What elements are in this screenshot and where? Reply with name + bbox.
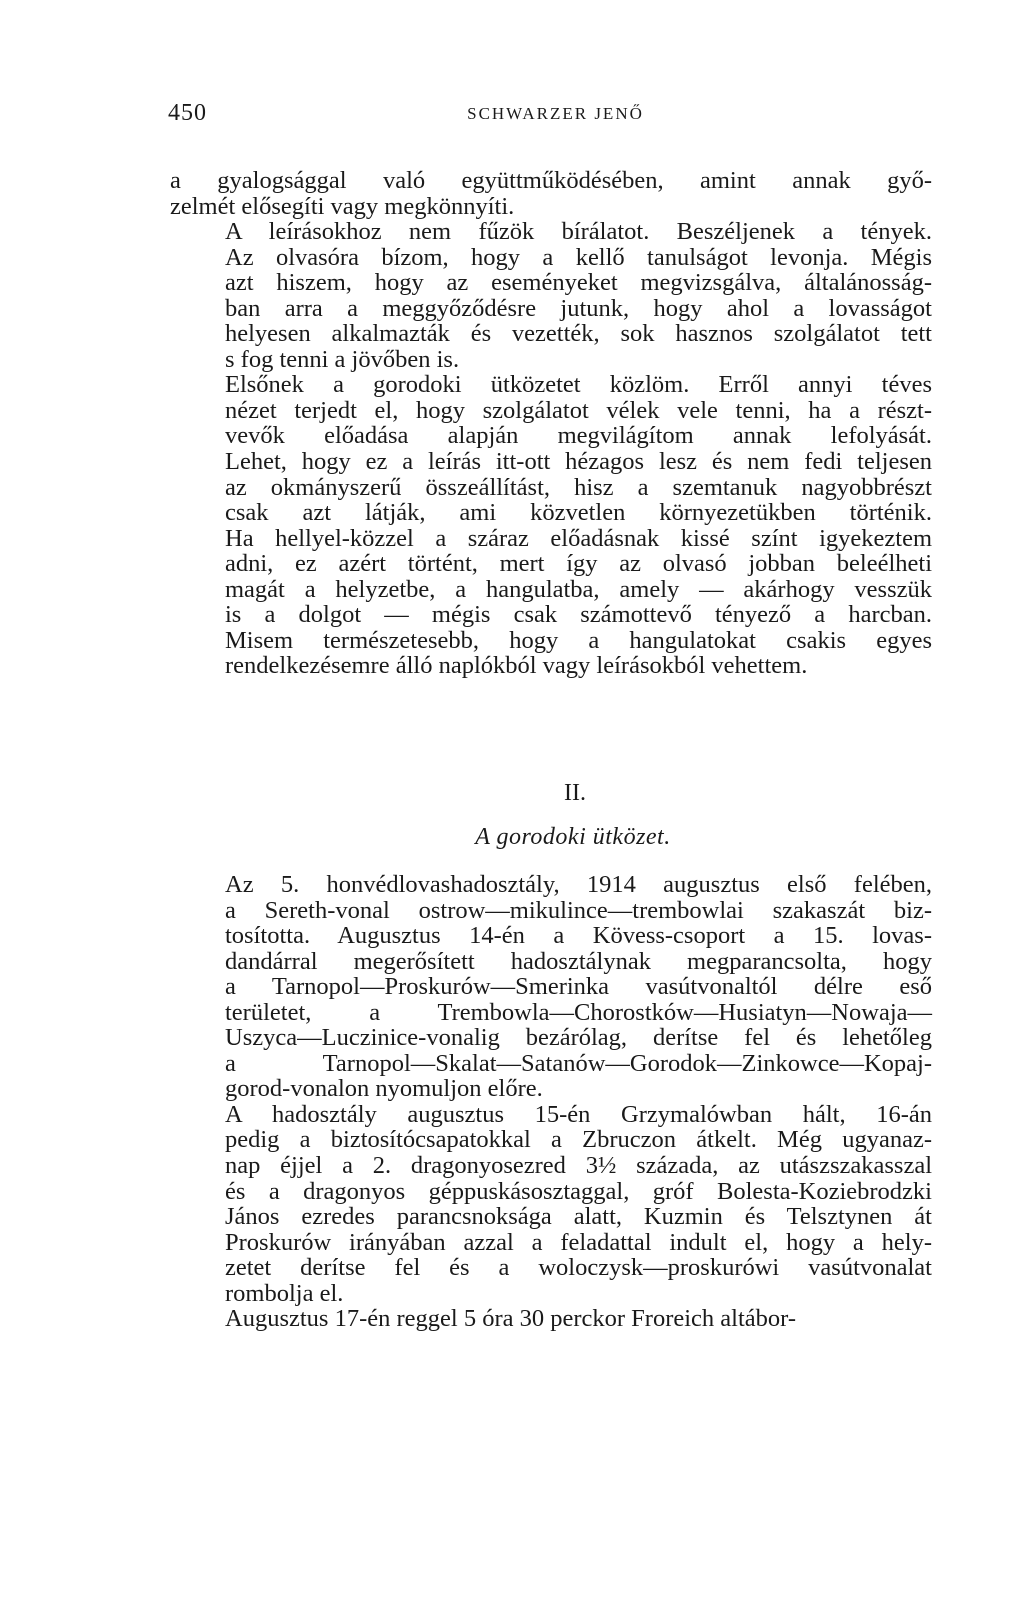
paragraph xyxy=(170,872,932,1102)
text-line: a gyalogsággal való együttműködésében, amint annak győ- xyxy=(170,167,932,194)
text-line: területet, a Trembowla—Chorostków—Husiatyn—Nowaja— xyxy=(225,998,932,1026)
text-line: s fog tenni a jövőben is. xyxy=(225,345,460,373)
text-line: nézet terjedt el, hogy szolgálatot vélek vele tenni, ha a részt- xyxy=(225,396,932,424)
text-line: Uszyca—Luczinice-vonalig bezárólag, derítse fel és lehetőleg xyxy=(225,1024,932,1052)
text-line: Misem természetesebb, hogy a hangulatokat csakis egyes xyxy=(225,626,932,654)
text-line: vevők előadása alapján megvilágítom annak lefolyását. xyxy=(225,422,932,450)
text-line: és a dragonyos géppuskásosztaggal, gróf Bolesta-Koziebrodzki xyxy=(225,1177,932,1205)
text-line: ban arra a meggyőződésre jutunk, hogy ahol a lovasságot xyxy=(225,294,932,322)
text-line: rendelkezésemre álló naplókból vagy leírásokból vehettem. xyxy=(225,652,808,680)
paragraph xyxy=(170,372,932,679)
text-line: Az olvasóra bízom, hogy a kellő tanulságot levonja. Mégis xyxy=(225,243,932,271)
text-line: pedig a biztosítócsapatokkal a Zbruczon átkelt. Még ugyanaz- xyxy=(225,1126,932,1154)
running-title: SCHWARZER JENŐ xyxy=(467,104,644,123)
paragraph xyxy=(170,168,932,219)
section-number: II. xyxy=(564,780,586,806)
text-line: a Tarnopol—Proskurów—Smerinka vasútvonaltól délre eső xyxy=(225,973,932,1001)
paragraph xyxy=(170,1102,932,1306)
text-line: nap éjjel a 2. dragonyosezred 3½ százada, az utászszakasszal xyxy=(225,1152,932,1180)
text-line: A hadosztály augusztus 15-én Grzymalówban hált, 16-án xyxy=(225,1100,932,1128)
text-line: rombolja el. xyxy=(225,1279,344,1307)
text-line: Az 5. honvédlovashadosztály, 1914 augusztus első felében, xyxy=(225,871,932,898)
text-line: magát a helyzetbe, a hangulatba, amely — akárhogy vesszük xyxy=(225,575,932,603)
text-line: Proskurów irányában azzal a feladattal indult el, hogy a hely- xyxy=(225,1228,932,1256)
page-number: 450 xyxy=(168,100,207,126)
text-line: a Tarnopol—Skalat—Satanów—Gorodok—Zinkowce—Kopaj- xyxy=(225,1049,932,1077)
text-line: csak azt látják, ami közvetlen környezetükben történik. xyxy=(225,499,932,527)
text-line: helyesen alkalmazták és vezették, sok hasznos szolgálatot tett xyxy=(225,320,932,348)
text-line: a Sereth-vonal ostrow—mikulince—trembowlai szakaszát biz- xyxy=(225,896,932,924)
section-title: A gorodoki ütközet. xyxy=(475,824,671,850)
running-head xyxy=(168,100,933,130)
text-line: is a dolgot — mégis csak számottevő tényező a harcban. xyxy=(225,601,932,629)
text-line: az okmányszerű összeállítást, hisz a szemtanuk nagyobbrészt xyxy=(225,473,932,501)
text-line: tosította. Augusztus 14-én a Kövess-csoport a 15. lovas- xyxy=(225,922,932,950)
paragraph xyxy=(170,1306,932,1332)
text-line: zetet derítse fel és a woloczysk—proskurówi vasútvonalat xyxy=(225,1254,932,1282)
text-line: Elsőnek a gorodoki ütközetet közlöm. Erről annyi téves xyxy=(225,371,932,399)
text-line: dandárral megerősített hadosztálynak megparancsolta, hogy xyxy=(225,947,932,975)
text-line: János ezredes parancsnoksága alatt, Kuzmin és Telsztynen át xyxy=(225,1203,932,1231)
text-line: zelmét elősegíti vagy megkönnyíti. xyxy=(170,192,515,220)
paragraph xyxy=(170,219,932,372)
body-text-block xyxy=(170,872,932,1332)
text-line: gorod-vonalon nyomuljon előre. xyxy=(225,1075,543,1103)
text-line: azt hiszem, hogy az eseményeket megvizsgálva, általánosság- xyxy=(225,269,932,297)
text-line: adni, ez azért történt, mert így az olvasó jobban beleélheti xyxy=(225,550,932,578)
intro-text-block xyxy=(170,168,932,679)
text-line: Ha hellyel-közzel a száraz előadásnak kissé színt igyekeztem xyxy=(225,524,932,552)
text-line: Augusztus 17-én reggel 5 óra 30 perckor Froreich altábor- xyxy=(225,1305,796,1333)
text-line: Lehet, hogy ez a leírás itt-ott hézagos lesz és nem fedi teljesen xyxy=(225,448,932,476)
text-line: A leírásokhoz nem fűzök bírálatot. Beszéljenek a tények. xyxy=(225,218,932,246)
